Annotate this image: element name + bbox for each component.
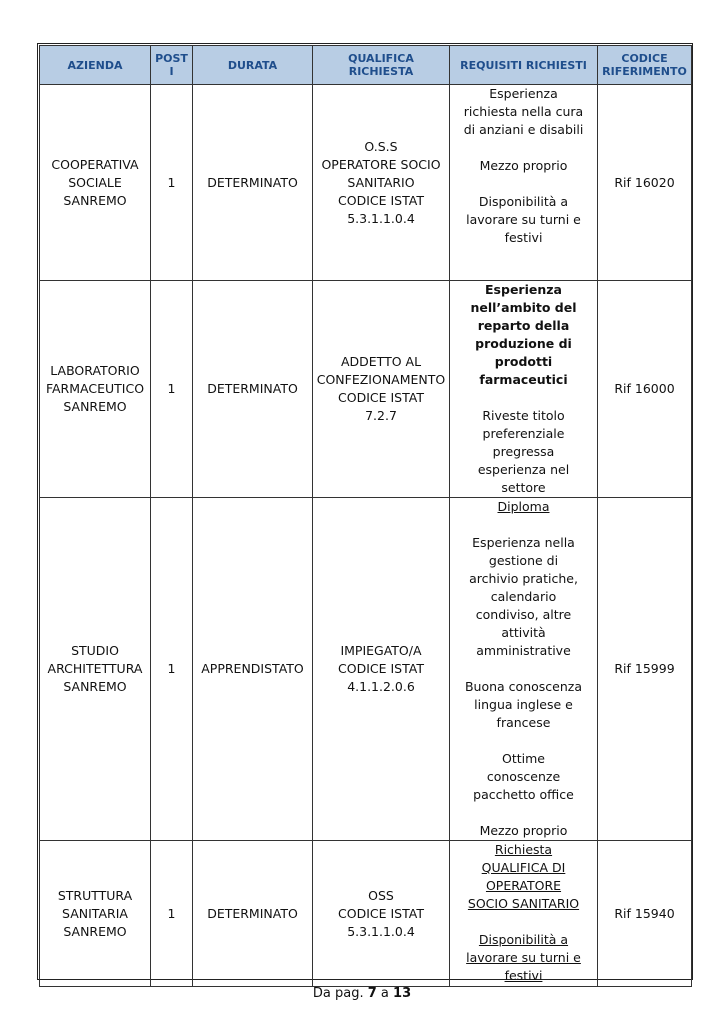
requisito-line: festivi — [504, 968, 543, 983]
cell-azienda-line: LABORATORIO — [50, 363, 140, 378]
header-durata: DURATA — [193, 46, 313, 85]
cell-azienda-line: SANREMO — [63, 192, 127, 208]
requisito-line: pacchetto office — [473, 787, 574, 802]
table-header-row — [40, 46, 692, 85]
cell-azienda-line: SANREMO — [63, 399, 127, 414]
requisito-line: lavorare su turni e — [466, 212, 581, 227]
footer-sep: a — [380, 986, 389, 1001]
cell-posti: 1 — [151, 85, 193, 281]
cell-azienda — [40, 498, 151, 841]
requisito-line: Disponibilità a — [478, 194, 569, 209]
header-qualifica: QUALIFICA RICHIESTA — [313, 46, 450, 85]
page-footer — [0, 986, 724, 1001]
requisito-line — [453, 660, 594, 678]
table-row — [40, 85, 692, 281]
cell-requisiti — [450, 281, 598, 498]
requisito-line: nell’ambito del — [470, 300, 577, 315]
requisito-line: richiesta nella cura — [463, 104, 584, 119]
cell-posti: 1 — [151, 498, 193, 841]
requisito-line: reparto della — [477, 318, 570, 333]
requisito-line — [453, 913, 594, 931]
cell-durata: APPRENDISTATO — [193, 498, 313, 841]
requisito-line: di anziani e disabili — [463, 122, 584, 137]
cell-azienda — [40, 841, 151, 987]
cell-qualifica — [313, 281, 450, 498]
requisito-line: SOCIO SANITARIO — [467, 896, 580, 911]
cell-azienda — [40, 281, 151, 498]
requisito-line: Diploma — [497, 499, 550, 514]
requisito-line: Richiesta — [494, 842, 553, 857]
requisito-line: Disponibilità a — [478, 932, 569, 947]
cell-qualifica-line: OSS — [368, 887, 394, 903]
table-row — [40, 841, 692, 987]
cell-requisiti — [450, 498, 598, 841]
requisito-line — [453, 139, 594, 157]
table-row — [40, 281, 692, 498]
cell-azienda — [40, 85, 151, 281]
cell-qualifica-line: CONFEZIONAMENTO — [316, 372, 446, 387]
cell-posti: 1 — [151, 281, 193, 498]
requisito-line: condiviso, altre — [475, 607, 572, 622]
footer-total: 13 — [393, 986, 412, 1001]
cell-qualifica-line: SANITARIO — [347, 174, 415, 190]
cell-codice: Rif 16000 — [598, 281, 692, 498]
cell-azienda-line: SANREMO — [63, 923, 127, 939]
cell-requisiti — [450, 85, 598, 281]
cell-azienda-line: STUDIO — [71, 643, 119, 658]
header-posti: POST I — [151, 46, 193, 85]
cell-requisiti — [450, 841, 598, 987]
requisito-line: francese — [496, 715, 551, 730]
footer-page: 7 — [367, 986, 377, 1001]
cell-azienda-line: COOPERATIVA — [51, 156, 139, 172]
requisito-line: Esperienza — [485, 282, 562, 297]
requisito-line: gestione di — [488, 553, 559, 568]
cell-durata: DETERMINATO — [193, 85, 313, 281]
requisito-line — [453, 175, 594, 193]
cell-qualifica-line: 5.3.1.1.0.4 — [347, 923, 415, 939]
cell-qualifica-line: ADDETTO AL — [340, 354, 422, 369]
requisito-line: Mezzo proprio — [479, 158, 568, 173]
cell-azienda-line: SANITARIA — [62, 905, 128, 921]
requisito-line: Esperienza nella — [472, 535, 575, 550]
requisito-line — [453, 389, 594, 407]
requisito-line: farmaceutici — [479, 372, 568, 387]
requisito-line: conoscenze — [486, 769, 561, 784]
requisito-line: lingua inglese e — [474, 697, 573, 712]
requisito-line: produzione di — [475, 336, 572, 351]
requisito-line: pregressa — [492, 444, 555, 459]
cell-codice: Rif 15999 — [598, 498, 692, 841]
cell-qualifica-line: 4.1.1.2.0.6 — [347, 679, 415, 694]
requisito-line: preferenziale — [482, 426, 565, 441]
requisito-line: esperienza nel — [477, 462, 570, 477]
cell-qualifica-line: CODICE ISTAT — [338, 192, 424, 208]
cell-posti: 1 — [151, 841, 193, 987]
requisito-line: calendario — [490, 589, 557, 604]
requisito-line: Esperienza — [489, 86, 558, 101]
cell-azienda-line: SANREMO — [63, 679, 127, 694]
requisito-line: lavorare su turni e — [466, 950, 581, 965]
requisito-line — [453, 804, 594, 822]
header-codice: CODICE RIFERIMENTO — [598, 46, 692, 85]
cell-qualifica-line: O.S.S — [364, 138, 398, 154]
requisito-line: OPERATORE — [485, 878, 562, 893]
cell-qualifica-line: CODICE ISTAT — [338, 905, 424, 921]
requisito-line: amministrative — [476, 643, 571, 658]
requisito-line: festivi — [504, 230, 543, 245]
cell-qualifica-line: CODICE ISTAT — [338, 661, 424, 676]
cell-qualifica-line: 7.2.7 — [365, 408, 397, 423]
cell-durata: DETERMINATO — [193, 281, 313, 498]
requisito-line: QUALIFICA DI — [481, 860, 566, 875]
job-offers-table — [39, 45, 692, 987]
cell-qualifica-line: 5.3.1.1.0.4 — [347, 210, 415, 226]
header-requisiti: REQUISITI RICHIESTI — [450, 46, 598, 85]
table-row — [40, 498, 692, 841]
requisito-line: Buona conoscenza — [464, 679, 582, 694]
cell-azienda-line: SOCIALE — [68, 174, 122, 190]
requisito-line: settore — [501, 480, 546, 495]
requisito-line — [453, 516, 594, 534]
requisito-line: Mezzo proprio — [479, 823, 568, 838]
cell-azienda-line: STRUTTURA — [57, 887, 133, 903]
requisito-line — [453, 732, 594, 750]
footer-prefix: Da pag. — [312, 986, 364, 1001]
cell-qualifica — [313, 85, 450, 281]
cell-qualifica-line: IMPIEGATO/A — [340, 643, 422, 658]
requisito-line: Riveste titolo — [482, 408, 565, 423]
cell-codice: Rif 15940 — [598, 841, 692, 987]
requisito-line: prodotti — [494, 354, 553, 369]
requisito-line: attività — [501, 625, 546, 640]
cell-durata: DETERMINATO — [193, 841, 313, 987]
cell-codice: Rif 16020 — [598, 85, 692, 281]
requisito-line: Ottime — [502, 751, 545, 766]
cell-qualifica-line: OPERATORE SOCIO — [321, 156, 441, 172]
requisito-line: archivio pratiche, — [469, 571, 578, 586]
cell-qualifica — [313, 498, 450, 841]
cell-qualifica-line: CODICE ISTAT — [338, 390, 424, 405]
cell-qualifica — [313, 841, 450, 987]
header-azienda: AZIENDA — [40, 46, 151, 85]
cell-azienda-line: ARCHITETTURA — [47, 661, 143, 676]
cell-azienda-line: FARMACEUTICO — [45, 381, 145, 396]
